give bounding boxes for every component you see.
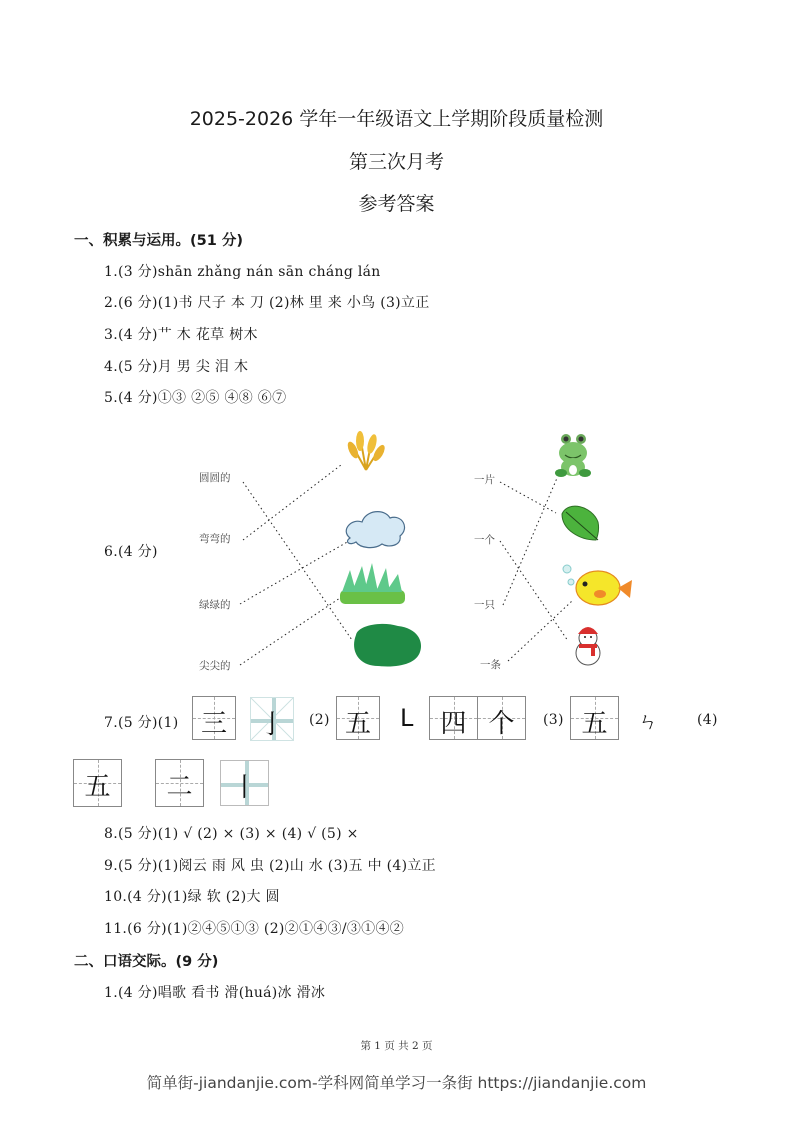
watermark-text: 简单街-jiandanjie.com-学科网简单学习一条街 https://jiandanjie.com (146, 1074, 647, 1092)
char: 五 (84, 772, 111, 802)
answer-s2-q1: 1.(4 分)唱歌 看书 滑(huá)冰 滑冰 (104, 985, 326, 1001)
answer-q8: 8.(5 分)(1) √ (2) × (3) × (4) √ (5) × (104, 826, 359, 842)
char-grid-5 (477, 696, 526, 740)
section-2-heading: 二、口语交际。(9 分) (74, 954, 219, 970)
section-1-heading: 一、积累与运用。(51 分) (74, 233, 243, 249)
answer-key-heading: 参考答案 (358, 193, 435, 215)
grass-icon (340, 563, 405, 604)
char: 五 (581, 709, 608, 739)
lily-pad-icon (354, 624, 421, 667)
frog-icon (555, 434, 591, 477)
answer-q7-part3-label: (3) (543, 712, 564, 728)
document-title: 2025-2026 学年一年级语文上学期阶段质量检测 (189, 108, 604, 130)
char-grid-6 (570, 696, 619, 740)
char: 五 (344, 709, 371, 739)
answer-q7-label: 7.(5 分)(1) (104, 715, 179, 731)
fish-icon (563, 565, 632, 605)
answer-q5: 5.(4 分)①③ ②⑤ ④⑧ ⑥⑦ (104, 390, 287, 406)
right-word-4: 一条 (480, 659, 501, 671)
wheat-icon (346, 431, 387, 470)
answer-q2: 2.(6 分)(1)书 尺子 本 刀 (2)林 里 来 小鸟 (3)立正 (104, 295, 430, 311)
char: 个 (488, 709, 515, 739)
stroke-char: ㄣ (638, 709, 658, 733)
right-word-2: 一个 (474, 534, 495, 546)
char-grid-4 (429, 696, 478, 740)
answer-q7-part4-label: (4) (697, 712, 718, 728)
char-grid-7 (73, 759, 122, 807)
answer-q7-part2-label: (2) (309, 712, 330, 728)
char: 丨 (231, 773, 258, 803)
right-word-1: 一片 (474, 474, 495, 486)
answer-q6-label: 6.(4 分) (104, 544, 158, 560)
answer-q10: 10.(4 分)(1)绿 软 (2)大 圆 (104, 889, 280, 905)
stroke-char: L (400, 704, 414, 732)
char: 二 (166, 772, 193, 802)
right-word-3: 一只 (474, 599, 495, 611)
snowman-icon (576, 627, 600, 665)
char-grid-8 (155, 759, 204, 807)
answer-q11: 11.(6 分)(1)②④⑤①③ (2)②①④③/③①④② (104, 921, 405, 937)
answer-q1: 1.(3 分)shān zhǎng nán sān cháng lán (104, 264, 381, 280)
char: 四 (440, 709, 467, 739)
left-word-3: 绿绿的 (199, 599, 231, 611)
answer-q4: 4.(5 分)月 男 尖 泪 木 (104, 359, 249, 375)
left-word-1: 圆圆的 (199, 472, 231, 484)
leaf-icon (562, 506, 599, 540)
char-grid-1 (192, 696, 236, 740)
answer-q3: 3.(4 分)艹 木 花草 树木 (104, 327, 258, 343)
char: 三 (200, 709, 227, 739)
left-word-2: 弯弯的 (199, 533, 231, 545)
char-grid-9 (220, 760, 269, 806)
char-grid-3 (336, 696, 380, 740)
left-word-4: 尖尖的 (199, 660, 231, 672)
document-subtitle: 第三次月考 (348, 151, 444, 173)
page-number: 第 1 页 共 2 页 (360, 1040, 433, 1052)
cloud-icon (346, 512, 404, 548)
answer-q9: 9.(5 分)(1)阅云 雨 风 虫 (2)山 水 (3)五 中 (4)立正 (104, 858, 436, 874)
char-grid-2 (250, 697, 294, 741)
char: 亅 (258, 710, 285, 740)
